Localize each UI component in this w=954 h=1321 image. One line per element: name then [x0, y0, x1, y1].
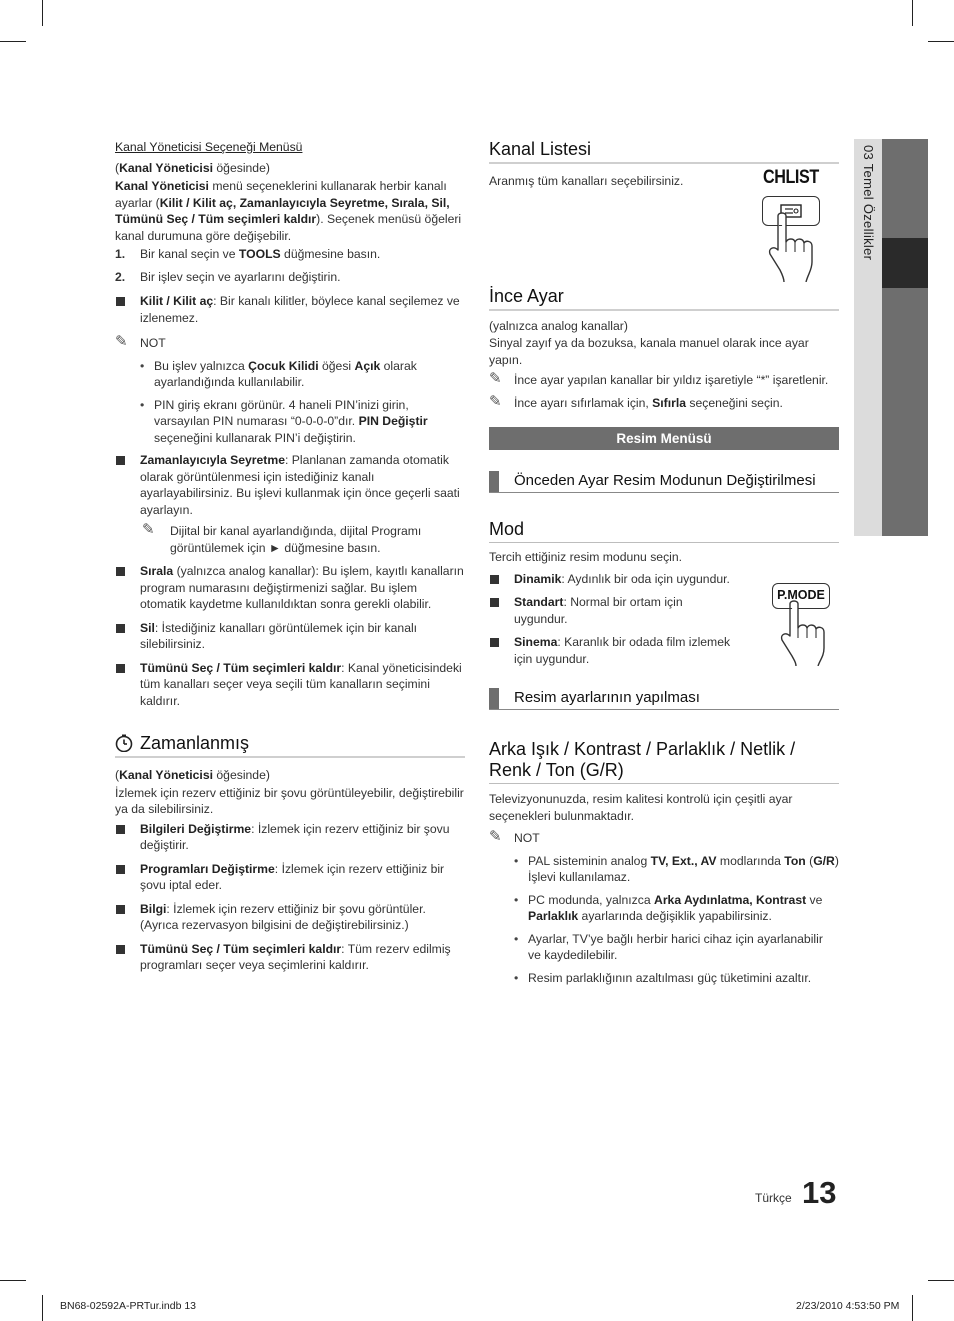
timed-heading: Zamanlanmış: [115, 733, 465, 758]
note-header: ✎ NOT: [115, 333, 166, 350]
hand-pointer-icon: [766, 212, 826, 282]
lock-note-1: • Bu işlev yalnızca Çocuk Kilidi öğesi Açık olarak ayarlandığında kullanılabilir.: [115, 358, 465, 391]
mode-heading: Mod: [489, 519, 839, 543]
timed-context: (Kanal Yöneticisi öğesinde): [115, 768, 270, 782]
pmode-remote-illustration: [770, 580, 834, 665]
timed-item-4: Tümünü Seç / Tüm seçimleri kaldır: Tüm rezerv edilmiş programları seçer veya seçimlerini kaldırır.: [115, 941, 465, 974]
chapter-tab-marker: [882, 238, 928, 288]
timed-item-3: Bilgi: İzlemek için rezerv ettiğiniz bir şovu görüntüler. (Ayrıca rezervasyon bilgisini de değiştirebilirsiniz.): [115, 901, 465, 934]
chapter-tab-label: 03 Temel Özellikler: [861, 145, 876, 261]
crop-mark: [0, 41, 26, 42]
footer-language: Türkçe: [755, 1191, 792, 1205]
note-pencil-icon: ✎: [489, 828, 502, 845]
pmode-button: P.MODE: [772, 583, 830, 609]
crop-mark: [928, 41, 954, 42]
step-2: 2. Bir işlev seçin ve ayarlarını değiştirin.: [115, 269, 341, 284]
menu-options-title: Kanal Yöneticisi Seçeneği Menüsü: [115, 140, 303, 154]
timed-item-2: Programları Değiştirme: İzlemek için rezerv ettiğiniz bir şovu iptal eder.: [115, 861, 465, 894]
note-header: ✎ NOT: [489, 828, 540, 845]
preset-mode-heading: Önceden Ayar Resim Modunun Değiştirilmesi: [489, 471, 839, 493]
lock-note-2: • PIN giriş ekranı görünür. 4 haneli PIN’inizi girin, varsayılan PIN numarası “0-0-0-0”dır. PIN Değiştir seçeneğini kullanarak PIN’i değiştirin.: [115, 397, 465, 447]
select-all-item: Tümünü Seç / Tüm seçimleri kaldır: Kanal yöneticisindeki tüm kanalları seçer veya seçili tüm kanalların seçimini kaldırır.: [115, 660, 465, 710]
backlight-heading: Arka Işık / Kontrast / Parlaklık / Netlik / Renk / Ton (G/R): [489, 739, 839, 784]
channel-list-text: Aranmış tüm kanalları seçebilirsiniz.: [489, 174, 684, 188]
fine-tune-note-2: ✎ İnce ayarı sıfırlamak için, Sıfırla seçeneğini seçin.: [489, 392, 783, 410]
fine-tune-text: Sinyal zayıf ya da bozuksa, kanala manuel olarak ince ayar yapın.: [489, 336, 809, 367]
note-pencil-icon: ✎: [489, 370, 502, 387]
channel-list-heading: Kanal Listesi: [489, 139, 839, 164]
crop-mark: [42, 0, 43, 26]
sort-item: Sırala (yalnızca analog kanallar): Bu işlem, kayıtlı kanalların program numarasını değiştirmenizi sağlar. Bu işlem otomatik kaydetme kullanıldıktan sonra gerekli olabilir.: [115, 563, 465, 613]
page-number: 13: [802, 1175, 837, 1210]
chapter-tab-bar: [882, 139, 928, 536]
left-column: [115, 139, 465, 974]
crop-mark: [0, 1280, 26, 1281]
backlight-note-1: • PAL sisteminin analog TV, Ext., AV modlarında Ton (G/R) İşlevi kullanılamaz.: [489, 853, 839, 886]
crop-mark: [912, 0, 913, 26]
chlist-remote-illustration: [756, 166, 836, 281]
footer-file-info: BN68-02592A-PRTur.indb 13: [60, 1300, 197, 1312]
note-pencil-icon: ✎: [115, 333, 128, 350]
backlight-note-3: • Ayarlar, TV’ye bağlı herbir harici cihaz için ayarlanabilir ve kaydedilebilir.: [489, 931, 839, 964]
menu-context: (Kanal Yöneticisi öğesinde): [115, 160, 270, 175]
fine-tune-context: (yalnızca analog kanallar): [489, 318, 628, 333]
lock-item: Kilit / Kilit aç: Bir kanalı kilitler, böylece kanal seçilemez ve izlenemez.: [115, 293, 465, 326]
note-pencil-icon: ✎: [489, 392, 502, 410]
fine-tune-note-1: ✎ İnce ayar yapılan kanallar bir yıldız işaretiyle “*” işaretlenir.: [489, 370, 829, 387]
clock-icon: [115, 734, 133, 757]
chlist-label: CHLIST: [763, 167, 819, 188]
picture-menu-bar: Resim Menüsü: [489, 427, 839, 450]
hand-pointer-icon: [778, 600, 834, 666]
menu-intro: Kanal Yöneticisi menü seçeneklerini kullanarak herbir kanalı ayarlar (Kilit / Kilit aç, Zamanlayıcıyla Seyretme, Sırala, Sil, Tümünü Seç / Tüm seçimleri kaldır). Seçenek menüsü öğeleri kanal durumuna göre değişebilir.: [115, 179, 462, 243]
timed-item-1: Bilgileri Değiştirme: İzlemek için rezerv ettiğiniz bir şovu değiştirir.: [115, 821, 465, 854]
crop-mark: [928, 1280, 954, 1281]
picture-adjust-heading: Resim ayarlarının yapılması: [489, 688, 839, 710]
footer-timestamp: 2/23/2010 4:53:50 PM: [796, 1300, 900, 1312]
note-pencil-icon: ✎: [142, 521, 155, 538]
backlight-text: Televizyonunuzda, resim kalitesi kontrolü için çeşitli ayar seçenekleri bulunmaktadır.: [489, 792, 793, 823]
fine-tune-heading: İnce Ayar: [489, 286, 839, 311]
backlight-note-4: • Resim parlaklığının azaltılması güç tüketimini azaltır.: [489, 970, 839, 987]
backlight-note-2: • PC modunda, yalnızca Arka Aydınlatma, Kontrast ve Parlaklık ayarlarında değişiklik yapabilirsiniz.: [489, 892, 839, 925]
delete-item: Sil: İstediğiniz kanalları görüntülemek için bir kanalı silebilirsiniz.: [115, 620, 465, 653]
schedule-note: ✎ Dijital bir kanal ayarlandığında, dijital Programı görüntülemek için ► düğmesine basın.: [142, 521, 422, 555]
schedule-item: Zamanlayıcıyla Seyretme: Planlanan zamanda otomatik olarak görüntülenmesi için istediğiniz kanalı ayarlayabilirsiniz. Bu işlevi kullanmak için önce geçerli saati ayarlayın.: [115, 452, 465, 518]
crop-mark: [42, 1295, 43, 1321]
timed-intro: İzlemek için rezerv ettiğiniz bir şovu görüntüleyebilir, değiştirebilir ya da silebilirsiniz.: [115, 785, 464, 816]
mode-text: Tercih ettiğiniz resim modunu seçin.: [489, 550, 683, 564]
mode-cinema: Sinema: Karanlık bir odada film izlemek için uygundur.: [489, 634, 749, 667]
step-1: 1. Bir kanal seçin ve TOOLS düğmesine basın.: [115, 247, 381, 261]
crop-mark: [912, 1295, 913, 1321]
mode-standard: Standart: Normal bir ortam için uygundur.: [489, 594, 719, 627]
mode-dynamic: Dinamik: Aydınlık bir oda için uygundur.: [489, 571, 749, 588]
